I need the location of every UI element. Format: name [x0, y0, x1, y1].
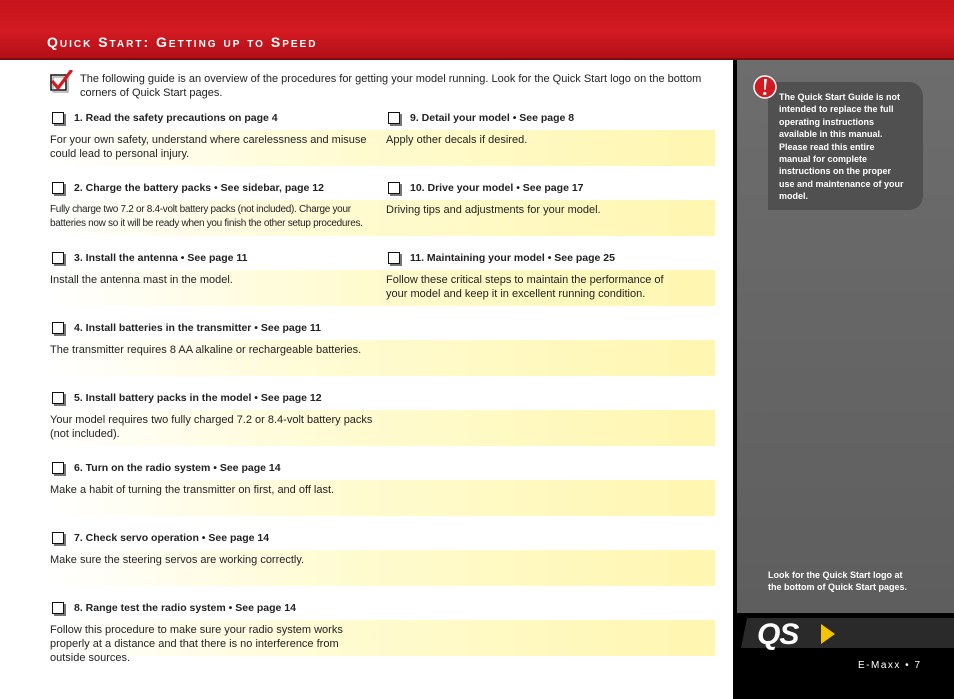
- checkbox-icon[interactable]: [52, 182, 64, 194]
- step-heading: 4. Install batteries in the transmitter • See page 11: [74, 322, 322, 334]
- checkbox-icon[interactable]: [52, 252, 64, 264]
- page-title: Quick Start: Getting up to Speed: [47, 34, 318, 50]
- step-heading: 10. Drive your model • See page 17: [410, 182, 584, 194]
- step-description: For your own safety, understand where carelessness and misuse could lead to personal injury.: [50, 134, 367, 160]
- checkbox-icon[interactable]: [52, 392, 64, 404]
- checkbox-icon[interactable]: [52, 602, 64, 614]
- checkbox-icon[interactable]: [388, 252, 400, 264]
- step-heading: 2. Charge the battery packs • See sidebar, page 12: [74, 182, 324, 194]
- checkmark-icon: [49, 70, 73, 94]
- quick-start-step: [50, 322, 715, 386]
- step-description: Your model requires two fully charged 7.2 or 8.4-volt battery packs (not included).: [50, 414, 373, 440]
- step-heading: 9. Detail your model • See page 8: [410, 112, 575, 124]
- quick-start-logo-text: QS: [757, 618, 799, 651]
- quick-start-step: [50, 602, 715, 666]
- step-description: Make sure the steering servos are working correctly.: [50, 554, 305, 566]
- step-description: Make a habit of turning the transmitter on first, and off last.: [50, 484, 335, 496]
- quick-start-step: [50, 392, 715, 456]
- checkbox-icon[interactable]: [52, 462, 64, 474]
- quick-start-step: [386, 112, 715, 176]
- sidebar-note: The Quick Start Guide is not intended to replace the full operating instructions available in this manual. Please read this entire manual for complete instructions on the proper use and maintenance of your model.: [779, 92, 904, 202]
- page-number: E-Maxx • 7: [858, 660, 922, 671]
- checkbox-icon[interactable]: [388, 112, 400, 124]
- checkbox-icon[interactable]: [388, 182, 400, 194]
- checkbox-icon[interactable]: [52, 322, 64, 334]
- step-heading: 5. Install battery packs in the model • See page 12: [74, 392, 322, 404]
- quick-start-logo: [737, 613, 954, 653]
- warning-icon: [752, 73, 778, 101]
- quick-start-step: [386, 182, 715, 246]
- step-heading: 6. Turn on the radio system • See page 14: [74, 462, 281, 474]
- step-heading: 8. Range test the radio system • See page 14: [74, 602, 296, 614]
- quick-start-step: [50, 462, 715, 526]
- step-description: Apply other decals if desired.: [386, 134, 528, 146]
- step-heading: 7. Check servo operation • See page 14: [74, 532, 270, 544]
- step-description: Driving tips and adjustments for your model.: [386, 204, 601, 216]
- quick-start-step: [386, 252, 715, 316]
- step-description: Install the antenna mast in the model.: [50, 274, 233, 286]
- step-description: Fully charge two 7.2 or 8.4-volt battery packs (not included). Charge your batteries now so it will be ready when you finish the other setup procedures.: [50, 204, 363, 229]
- step-heading: 1. Read the safety precautions on page 4: [74, 112, 278, 124]
- step-description: Follow these critical steps to maintain the performance of your model and keep it in excellent running condition.: [386, 274, 664, 300]
- quick-start-step: [50, 532, 715, 596]
- checkbox-icon[interactable]: [52, 532, 64, 544]
- intro-text: The following guide is an overview of the procedures for getting your model running. Look for the Quick Start logo on the bottom corners of Quick Start pages.: [80, 73, 702, 99]
- checkbox-icon[interactable]: [52, 112, 64, 124]
- quick-start-logo-note: Look for the Quick Start logo at the bottom of Quick Start pages.: [768, 570, 908, 592]
- step-description: The transmitter requires 8 AA alkaline or rechargeable batteries.: [50, 344, 362, 356]
- step-heading: 11. Maintaining your model • See page 25: [410, 252, 615, 264]
- step-heading: 3. Install the antenna • See page 11: [74, 252, 248, 264]
- step-description: Follow this procedure to make sure your radio system works properly at a distance and that there is no interference from outside sources.: [50, 624, 343, 664]
